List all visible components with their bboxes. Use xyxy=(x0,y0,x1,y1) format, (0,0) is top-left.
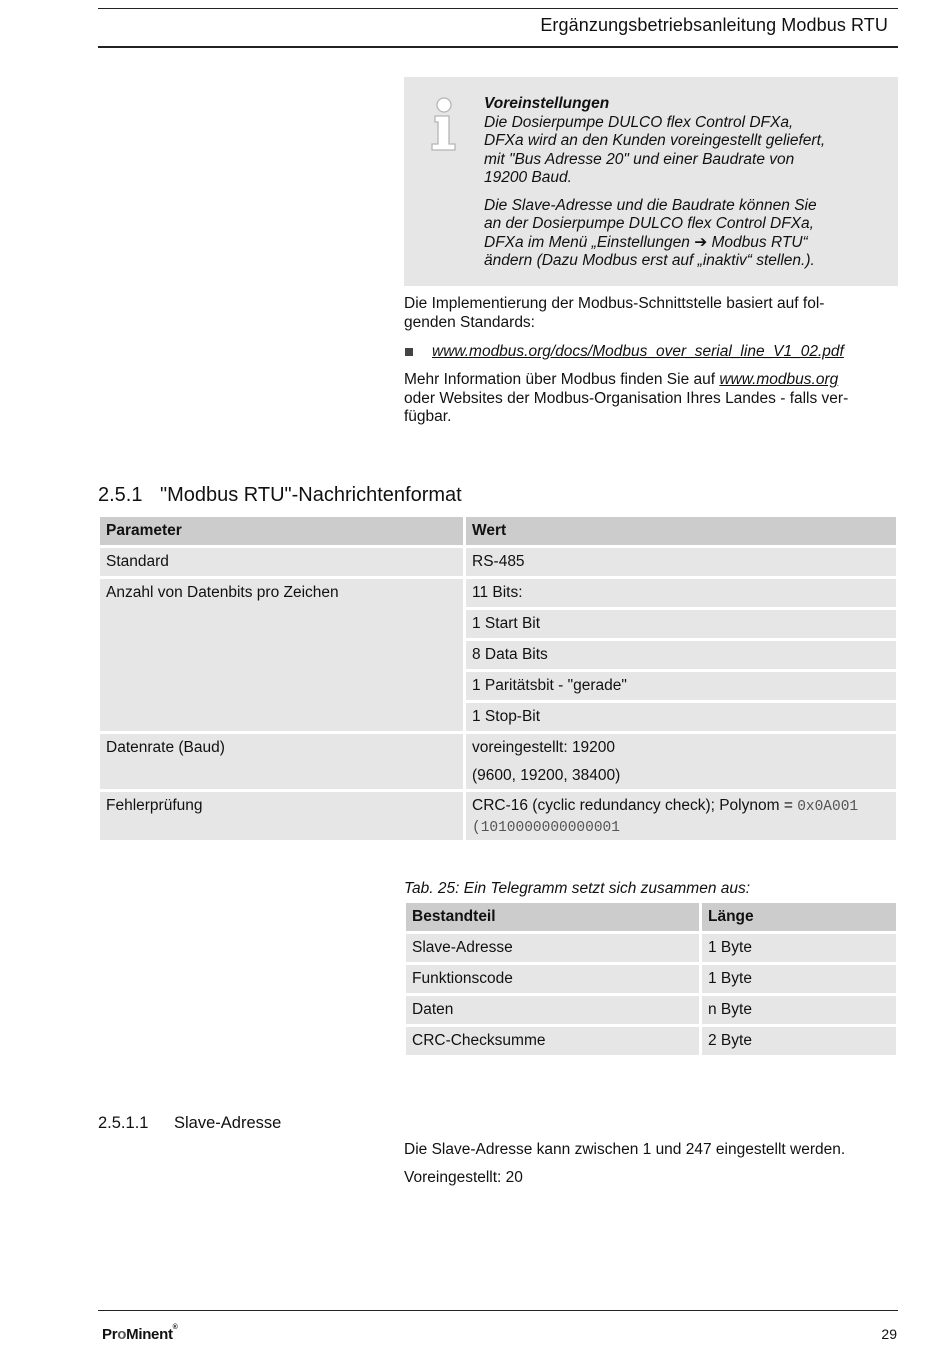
subsection-number: 2.5.1.1 xyxy=(98,1114,149,1132)
subsection-title: Slave-Adresse xyxy=(174,1114,282,1132)
table-cell: CRC-Checksumme xyxy=(406,1027,699,1055)
logo-part: Pr xyxy=(102,1326,118,1343)
table-cell: Standard xyxy=(100,548,463,576)
crc-text: CRC-16 (cyclic redundancy check); Polynom = xyxy=(472,797,798,814)
info-line: DFXa wird an den Kunden voreingestellt geliefert, xyxy=(484,132,826,149)
table-cell: 8 Data Bits xyxy=(466,641,896,669)
more-info-line: oder Websites der Modbus-Organisation Ihres Landes - falls ver- xyxy=(404,389,849,407)
baud-options: (9600, 19200, 38400) xyxy=(472,767,621,784)
table-cell: 2 Byte xyxy=(702,1027,896,1055)
table-cell xyxy=(466,734,896,789)
table-cell: 11 Bits: xyxy=(466,579,896,607)
more-info-line: fügbar. xyxy=(404,408,452,425)
slave-address-default: Voreingestellt: 20 xyxy=(404,1169,523,1186)
table-cell: Funktionscode xyxy=(406,965,699,993)
table-caption: Tab. 25: Ein Telegramm setzt sich zusammen aus: xyxy=(404,880,751,897)
info-line: mit "Bus Adresse 20" und einer Baudrate von xyxy=(484,150,795,168)
intro-line: Die Implementierung der Modbus-Schnittstelle basiert auf fol- xyxy=(404,295,825,312)
section-title: "Modbus RTU"-Nachrichtenformat xyxy=(160,484,462,506)
table-cell: 1 Start Bit xyxy=(466,610,896,638)
intro-line: genden Standards: xyxy=(404,313,535,331)
table-cell: Anzahl von Datenbits pro Zeichen xyxy=(100,579,463,731)
baud-default: voreingestellt: 19200 xyxy=(472,739,616,756)
header-bottom-rule xyxy=(98,46,898,48)
info-line: an der Dosierpumpe DULCO flex Control DFXa, xyxy=(484,215,814,232)
more-info-prefix: Mehr Information über Modbus finden Sie auf xyxy=(404,371,720,388)
table-header-cell: Bestandteil xyxy=(406,903,699,931)
footer-rule xyxy=(98,1310,898,1311)
table-cell: 1 Byte xyxy=(702,934,896,962)
table-cell: Slave-Adresse xyxy=(406,934,699,962)
modbus-org-link[interactable]: www.modbus.org xyxy=(719,371,839,388)
crc-polynom-bin: (1010000000000001 xyxy=(472,820,620,836)
table-header-cell: Wert xyxy=(466,517,896,545)
logo-registered-mark: ® xyxy=(172,1324,178,1331)
info-icon xyxy=(424,94,464,154)
info-line: Die Slave-Adresse und die Baudrate können Sie xyxy=(484,196,817,214)
info-box-text xyxy=(484,95,879,271)
document-header-title: Ergänzungsbetriebsanleitung Modbus RTU xyxy=(540,15,888,35)
table-cell: 1 Byte xyxy=(702,965,896,993)
intro-paragraph xyxy=(404,295,889,332)
logo-part: o xyxy=(117,1326,127,1343)
table-cell: 1 Paritätsbit - "gerade" xyxy=(466,672,896,700)
page-number: 29 xyxy=(881,1326,897,1342)
info-line: Die Dosierpumpe DULCO flex Control DFXa, xyxy=(484,113,794,131)
more-info-paragraph xyxy=(404,371,889,427)
table-cell: Fehlerprüfung xyxy=(100,792,463,840)
table-cell: RS-485 xyxy=(466,548,896,576)
prominent-logo xyxy=(102,1326,178,1343)
logo-part: Minent xyxy=(126,1326,173,1343)
info-box-paragraph-1 xyxy=(484,114,879,188)
info-box-paragraph-2 xyxy=(484,197,879,271)
table-header-cell: Länge xyxy=(702,903,896,931)
section-number: 2.5.1 xyxy=(98,484,143,506)
table-cell: 1 Stop-Bit xyxy=(466,703,896,731)
table-cell: n Byte xyxy=(702,996,896,1024)
crc-polynom-hex: 0x0A001 xyxy=(797,799,859,815)
info-line: ändern (Dazu Modbus erst auf „inaktiv“ stellen.). xyxy=(484,252,815,269)
table-cell xyxy=(466,792,896,840)
info-box-title: Voreinstellungen xyxy=(484,95,610,112)
table-cell: Daten xyxy=(406,996,699,1024)
info-line: 19200 Baud. xyxy=(484,169,572,186)
table-header-cell: Parameter xyxy=(100,517,463,545)
table-cell: Datenrate (Baud) xyxy=(100,734,463,789)
info-line: DFXa im Menü „Einstellungen ➔ Modbus RTU“ xyxy=(484,233,808,251)
header-top-rule xyxy=(98,8,898,9)
modbus-spec-link[interactable]: www.modbus.org/docs/Modbus_over_serial_line_V1_02.pdf xyxy=(432,343,844,360)
slave-address-text: Die Slave-Adresse kann zwischen 1 und 247 eingestellt werden. xyxy=(404,1141,846,1158)
square-bullet-icon xyxy=(405,348,413,356)
